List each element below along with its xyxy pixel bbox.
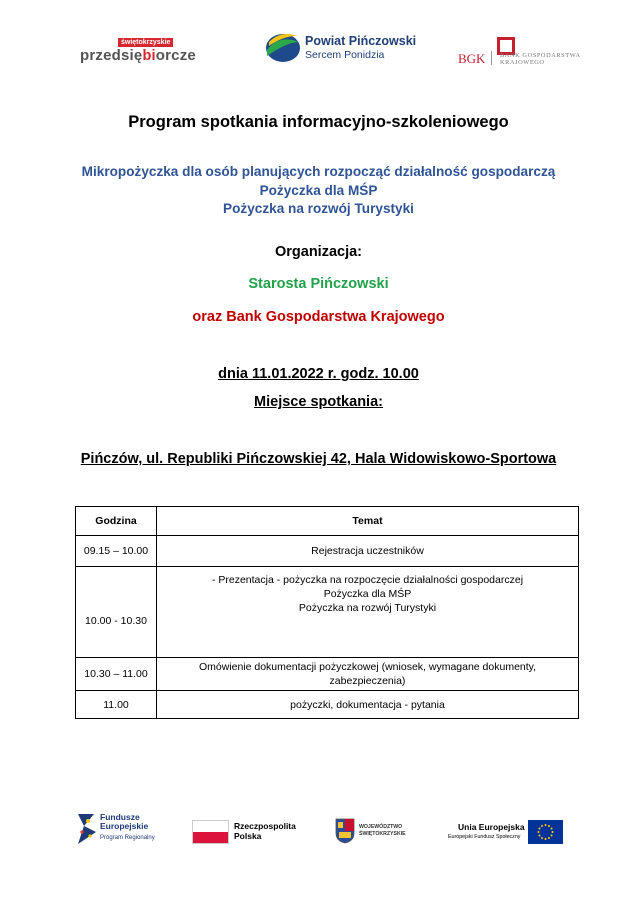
table-row	[76, 567, 579, 658]
topic-cell	[157, 567, 579, 658]
rzeczpospolita-line: Rzeczpospolita	[234, 821, 296, 831]
eu-star-icon	[548, 837, 550, 839]
organization-label: Organizacja:	[274, 244, 363, 260]
eu-flag-icon	[528, 820, 563, 844]
bgk-short: BGK	[458, 51, 486, 66]
topic-cell: pożyczki, dokumentacja - pytania	[157, 691, 579, 719]
eu-star-icon	[551, 835, 553, 837]
logo-bgk	[455, 37, 600, 69]
topic-line: Omówienie dokumentacji pożyczkowej (wniosek, wymagane dokumenty,	[198, 661, 537, 673]
meeting-date: dnia 11.01.2022 r. godz. 10.00	[218, 366, 419, 382]
table-header-row	[76, 507, 579, 536]
logo-word-part: przedsię	[80, 47, 143, 64]
topic-line: - Prezentacja - pożyczka na rozpoczęcie działalności gospodarczej	[211, 574, 524, 586]
rzeczpospolita-line: Polska	[234, 830, 262, 841]
polish-flag-icon	[192, 820, 229, 844]
bgk-divider	[491, 51, 492, 65]
subtitle-mikropozyczka: Mikropożyczka dla osób planujących rozpocząć działalność gospodarczą	[81, 164, 556, 179]
table-row	[76, 691, 579, 719]
fundusze-program: Program Regionalny	[100, 835, 155, 841]
eu-star-icon	[552, 831, 554, 833]
organizer-bgk: oraz Bank Gospodarstwa Krajowego	[192, 309, 445, 325]
time-cell: 09.15 – 10.00	[76, 536, 157, 567]
header-godzina: Godzina	[76, 507, 157, 536]
bgk-fullname-line: BANK GOSPODARSTWA	[500, 52, 581, 59]
bgk-fullname-line: KRAJOWEGO	[500, 59, 545, 66]
fundusze-line: Europejskie	[100, 821, 149, 831]
subtitle-pozyczka-turystyka: Pożyczka na rozwój Turystyki	[223, 201, 414, 216]
bgk-fullname	[500, 52, 581, 66]
powiat-emblem-icon	[265, 30, 301, 64]
fundusze-line: Fundusze	[100, 812, 140, 822]
fundusze-emblem-icon	[76, 812, 98, 846]
eu-star-icon	[538, 828, 540, 830]
eu-star-icon	[541, 837, 543, 839]
page-title: Program spotkania informacyjno-szkoleniowego	[128, 113, 509, 131]
eu-star-icon	[538, 835, 540, 837]
topic-cell	[157, 658, 579, 691]
wojewodztwo-name	[359, 824, 406, 837]
rzeczpospolita-name	[234, 822, 296, 841]
eu-star-icon	[545, 838, 547, 840]
coat-of-arms-icon	[335, 818, 355, 844]
time-cell: 10.30 – 11.00	[76, 658, 157, 691]
logo-tag: świętokrzyskie	[118, 38, 173, 47]
logo-wojewodztwo	[335, 818, 425, 848]
unia-name: Unia Europejska	[458, 822, 525, 832]
unia-fund: Europejski Fundusz Społeczny	[448, 834, 521, 840]
logo-unia-europejska	[448, 818, 568, 848]
table-row	[76, 536, 579, 567]
eu-star-icon	[545, 824, 547, 826]
logo-wordmark	[80, 47, 196, 64]
meeting-address: Pińczów, ul. Republiki Pińczowskiej 42, Hala Widowiskowo-Sportowa	[80, 451, 557, 467]
eu-star-icon	[538, 831, 540, 833]
eu-star-icon	[548, 825, 550, 827]
logo-word-part: bi	[142, 48, 156, 64]
eu-star-icon	[541, 825, 543, 827]
logo-word-part: orcze	[155, 47, 196, 64]
powiat-slogan: Sercem Ponidzia	[305, 49, 385, 61]
wojewodztwo-line: WOJEWÓDZTWO	[359, 824, 403, 830]
wojewodztwo-line: ŚWIĘTOKRZYSKIE	[359, 830, 406, 837]
time-cell: 10.00 - 10.30	[76, 567, 157, 658]
eu-star-icon	[551, 828, 553, 830]
logo-rzeczpospolita	[192, 815, 302, 845]
table-row	[76, 658, 579, 691]
place-label: Miejsce spotkania:	[254, 394, 383, 410]
topic-line: Pożyczka na rozwój Turystyki	[298, 602, 437, 614]
topic-line: zabezpieczenia)	[329, 675, 406, 687]
logo-powiat-pinczowski	[265, 28, 417, 68]
header-temat: Temat	[157, 507, 579, 536]
time-cell: 11.00	[76, 691, 157, 719]
organizer-starosta: Starosta Pińczowski	[248, 276, 389, 292]
topic-line: Pożyczka dla MŚP	[323, 588, 412, 600]
subtitle-pozyczka-msp: Pożyczka dla MŚP	[259, 183, 378, 198]
logo-fundusze-europejskie	[76, 812, 186, 848]
topic-cell: Rejestracja uczestników	[157, 536, 579, 567]
logo-swietokrzyskie-przedsiebiorcze	[80, 38, 196, 68]
powiat-name: Powiat Pińczowski	[305, 34, 417, 48]
fundusze-name	[100, 813, 148, 831]
schedule-table	[75, 506, 579, 719]
